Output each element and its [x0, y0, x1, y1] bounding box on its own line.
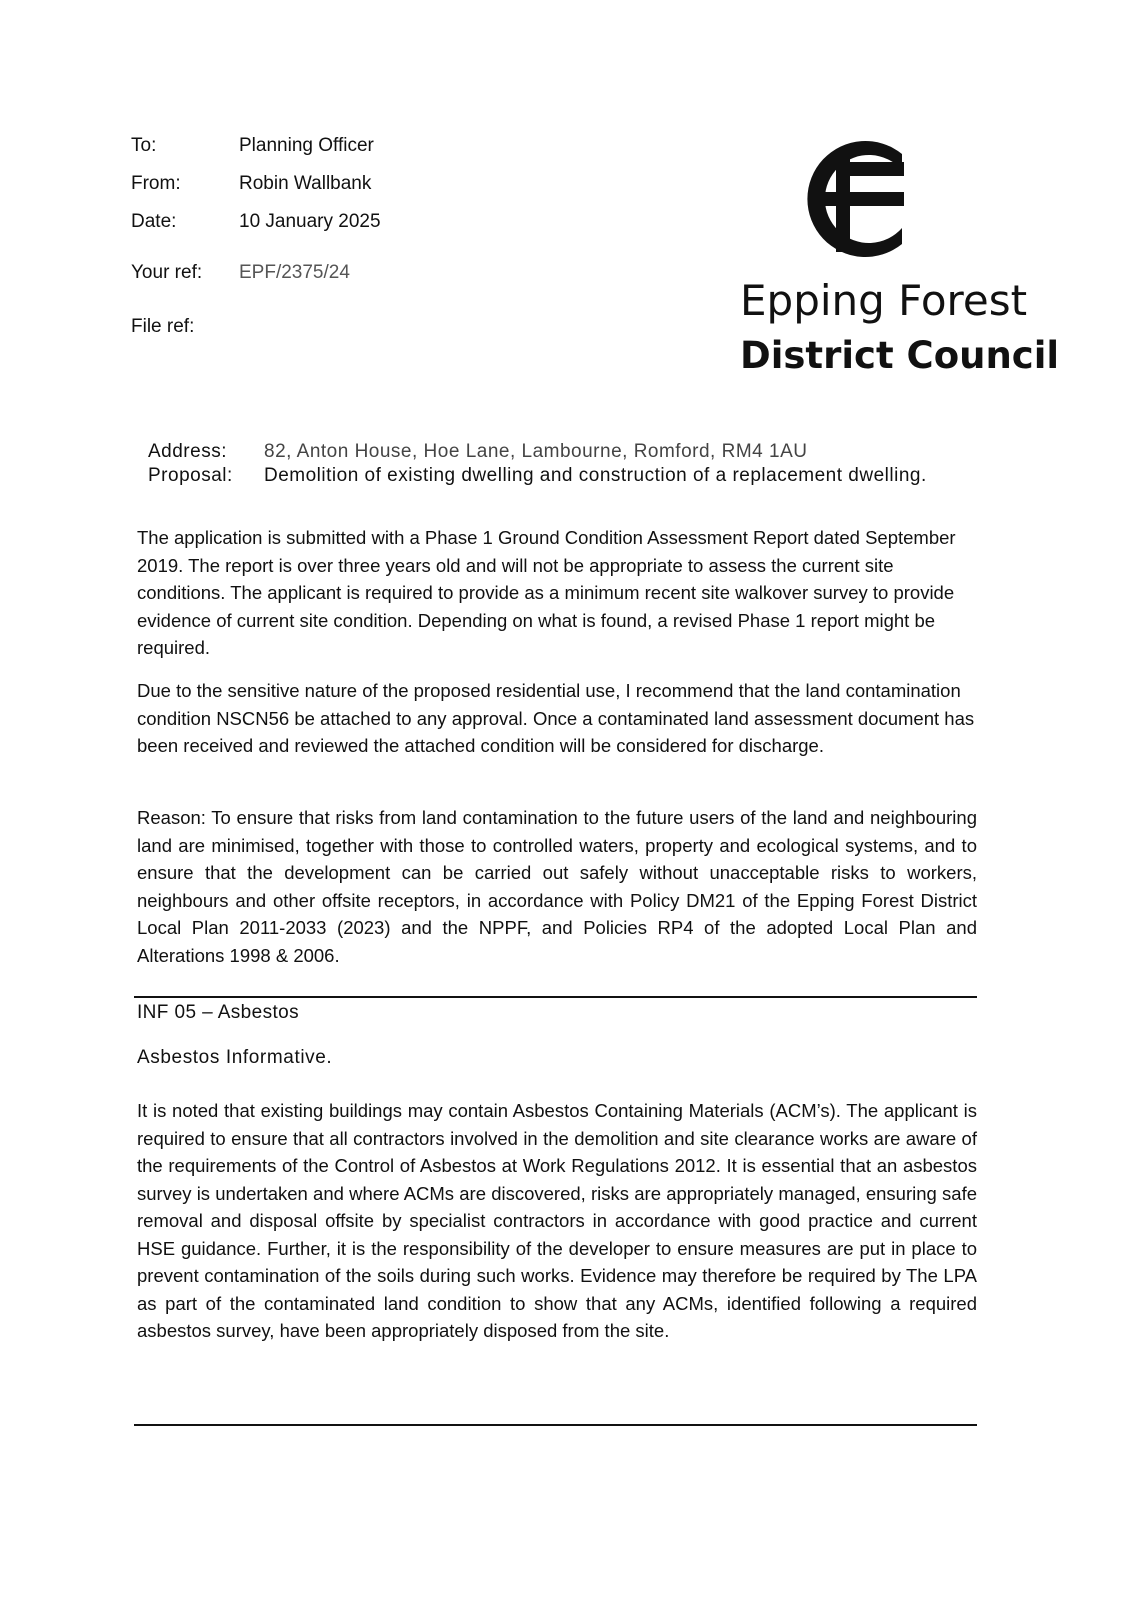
- informative-subheading: Asbestos Informative.: [137, 1047, 333, 1068]
- section-divider-top: [134, 996, 977, 998]
- epping-forest-ef-logo-icon: [792, 132, 914, 266]
- memo-from-value: Robin Wallbank: [239, 173, 372, 194]
- section-divider-bottom: [134, 1424, 977, 1426]
- informative-body: It is noted that existing buildings may contain Asbestos Containing Materials (ACM’s). The applicant is required to ensure that all contractors involved in the demolition and site clearance works are aware of the requirements of the Control of Asbestos at Work Regulations 2012. It is essential that an asbestos survey is undertaken and where ACMs are discovered, risks are appropriately managed, ensuring safe removal and disposal offsite by specialist contractors in accordance with good practice and current HSE guidance. Further, it is the responsibility of the developer to ensure measures are put in place to prevent contamination of the soils during such works. Evidence may therefore be required by The LPA as part of the contaminated land condition to show that any ACMs, identified following a required asbestos survey, have been appropriately disposed from the site.: [137, 1100, 977, 1341]
- address-label: Address:: [148, 441, 227, 462]
- address-row: [148, 440, 948, 464]
- proposal-row: [148, 464, 948, 488]
- address-value: 82, Anton House, Hoe Lane, Lambourne, Romford, RM4 1AU: [264, 441, 808, 462]
- memo-file-ref-label: File ref:: [131, 316, 195, 337]
- application-details: [148, 440, 948, 488]
- memo-date-label: Date:: [131, 211, 177, 232]
- council-subtitle: District Council: [740, 334, 1060, 377]
- memo-to-value: Planning Officer: [239, 135, 374, 156]
- council-logo: [740, 120, 1070, 400]
- council-name: Epping Forest: [740, 276, 1028, 325]
- paragraph-reason: Reason: To ensure that risks from land contamination to the future users of the land and neighbouring land are minimised, together with those to controlled waters, property and ecological systems, and to ensure that the development can be carried out safely without unacceptable risks to workers, neighbours and other offsite receptors, in accordance with Policy DM21 of the Epping Forest District Local Plan 2011-2033 (2023) and the NPPF, and Policies RP4 of the adopted Local Plan and Alterations 1998 & 2006.: [137, 807, 977, 966]
- paragraph-ground-condition: The application is submitted with a Phase 1 Ground Condition Assessment Report dated September 2019. The report is over three years old and will not be appropriate to assess the current site conditions. The applicant is required to provide as a minimum recent site walkover survey to provide evidence of current site condition. Depending on what is found, a revised Phase 1 report might be required.: [137, 527, 956, 658]
- memo-from-label: From:: [131, 173, 181, 194]
- proposal-label: Proposal:: [148, 465, 233, 486]
- proposal-value: Demolition of existing dwelling and construction of a replacement dwelling.: [264, 465, 927, 486]
- informative-heading: INF 05 – Asbestos: [137, 1002, 300, 1023]
- memo-your-ref-label: Your ref:: [131, 262, 203, 283]
- paragraph-land-contamination: Due to the sensitive nature of the proposed residential use, I recommend that the land contamination condition NSCN56 be attached to any approval. Once a contaminated land assessment document has been received and reviewed the attached condition will be considered for discharge.: [137, 680, 975, 756]
- memo-to-label: To:: [131, 135, 157, 156]
- memo-date-value: 10 January 2025: [239, 211, 381, 232]
- memo-your-ref-value: EPF/2375/24: [239, 262, 350, 283]
